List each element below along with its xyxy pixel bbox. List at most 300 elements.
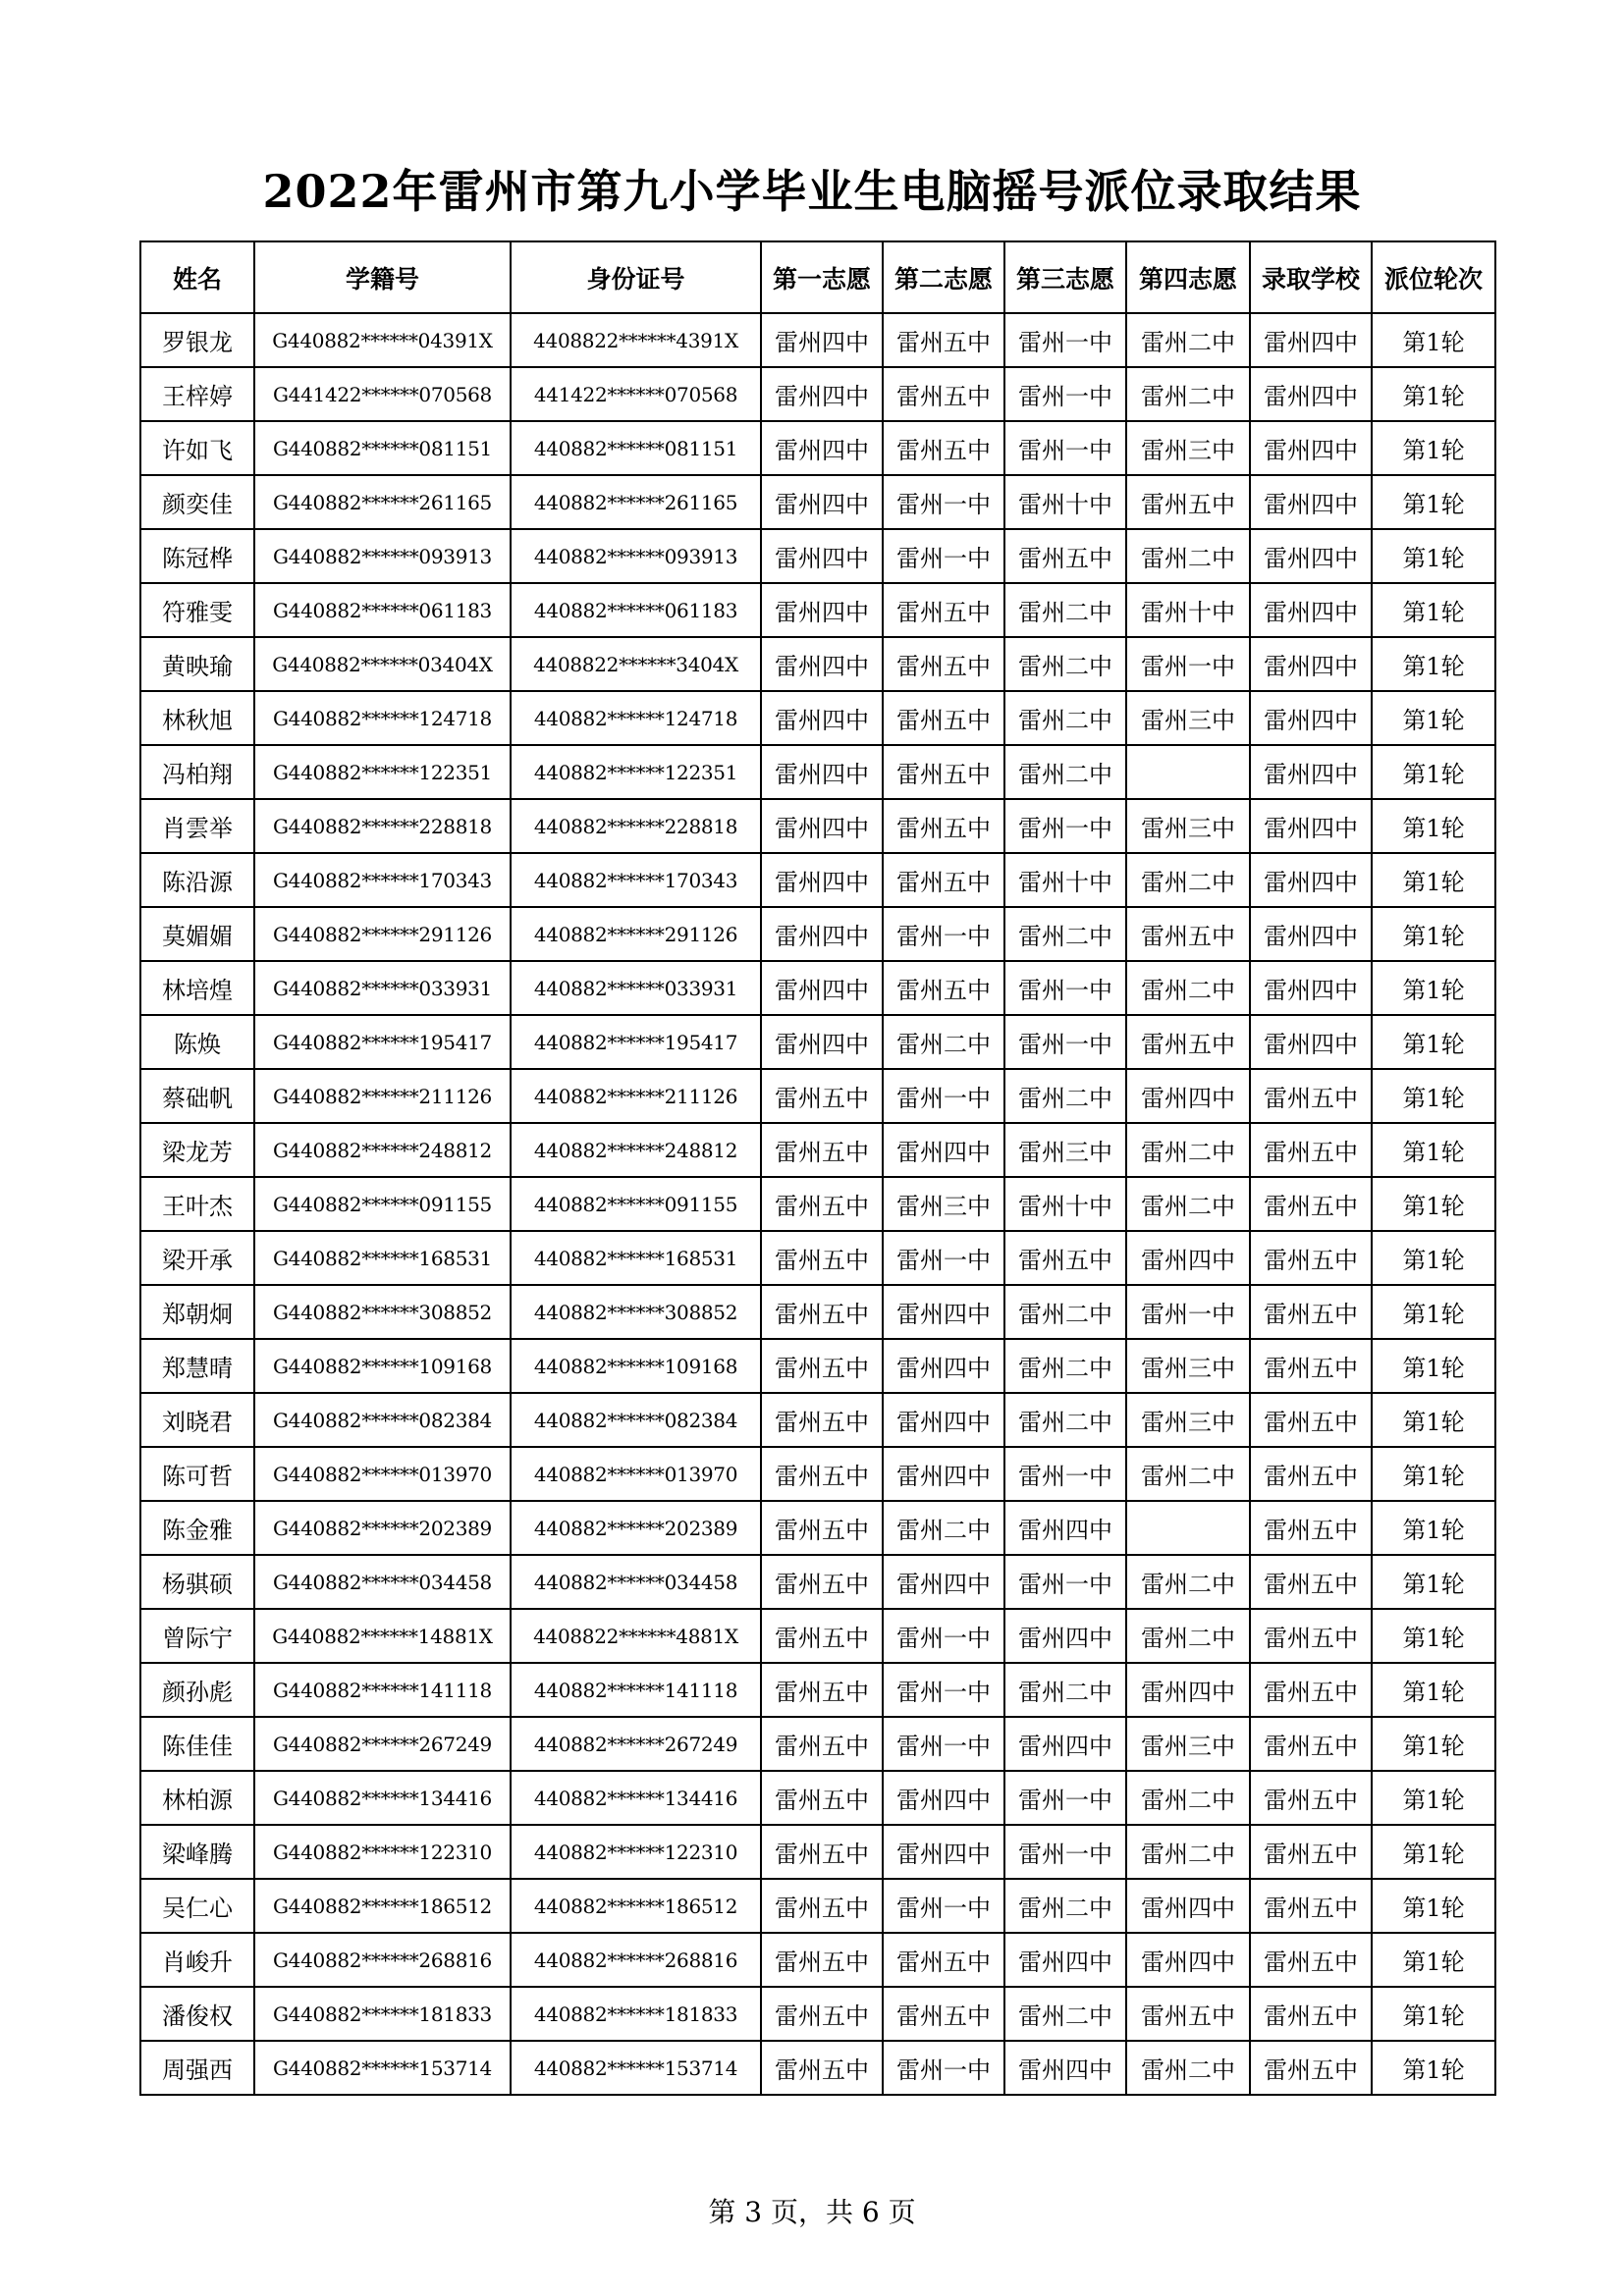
round-cell: 第1轮 — [1372, 1933, 1495, 1987]
choice-1-cell: 雷州五中 — [761, 2041, 883, 2095]
table-row — [140, 637, 1495, 691]
choice-3-cell: 雷州二中 — [1004, 691, 1126, 745]
choice-3-cell: 雷州一中 — [1004, 1555, 1126, 1609]
choice-2-cell: 雷州一中 — [883, 1231, 1004, 1285]
choice-3-cell: 雷州十中 — [1004, 853, 1126, 907]
id-number-cell: 440882******261165 — [511, 475, 761, 529]
choice-3-cell: 雷州一中 — [1004, 313, 1126, 367]
round-cell: 第1轮 — [1372, 1663, 1495, 1717]
choice-1-cell: 雷州四中 — [761, 313, 883, 367]
table-row — [140, 1393, 1495, 1447]
choice-3-cell: 雷州二中 — [1004, 1987, 1126, 2041]
admitted-school-cell: 雷州五中 — [1250, 1231, 1372, 1285]
id-number-cell: 440882******248812 — [511, 1123, 761, 1177]
choice-1-cell: 雷州五中 — [761, 1177, 883, 1231]
student-name-cell: 许如飞 — [140, 421, 254, 475]
table-row — [140, 313, 1495, 367]
id-number-cell: 440882******195417 — [511, 1015, 761, 1069]
choice-4-cell: 雷州五中 — [1126, 1987, 1250, 2041]
choice-4-cell: 雷州四中 — [1126, 1879, 1250, 1933]
student-id-cell: G440882******124718 — [254, 691, 511, 745]
choice-2-cell: 雷州一中 — [883, 2041, 1004, 2095]
student-name-cell: 王叶杰 — [140, 1177, 254, 1231]
admitted-school-cell: 雷州四中 — [1250, 691, 1372, 745]
table-row — [140, 691, 1495, 745]
column-header: 第一志愿 — [761, 241, 883, 313]
student-name-cell: 黄映瑜 — [140, 637, 254, 691]
choice-3-cell: 雷州二中 — [1004, 583, 1126, 637]
student-id-cell: G440882******141118 — [254, 1663, 511, 1717]
choice-3-cell: 雷州二中 — [1004, 1285, 1126, 1339]
table-row — [140, 1609, 1495, 1663]
table-row — [140, 1015, 1495, 1069]
id-number-cell: 440882******308852 — [511, 1285, 761, 1339]
id-number-cell: 440882******141118 — [511, 1663, 761, 1717]
choice-2-cell: 雷州五中 — [883, 583, 1004, 637]
choice-4-cell: 雷州二中 — [1126, 1609, 1250, 1663]
choice-4-cell: 雷州一中 — [1126, 1285, 1250, 1339]
choice-2-cell: 雷州一中 — [883, 475, 1004, 529]
choice-3-cell: 雷州四中 — [1004, 1717, 1126, 1771]
choice-4-cell: 雷州四中 — [1126, 1231, 1250, 1285]
choice-4-cell: 雷州十中 — [1126, 583, 1250, 637]
choice-4-cell — [1126, 1501, 1250, 1555]
choice-2-cell: 雷州一中 — [883, 907, 1004, 961]
round-cell: 第1轮 — [1372, 367, 1495, 421]
round-cell: 第1轮 — [1372, 637, 1495, 691]
round-cell: 第1轮 — [1372, 1339, 1495, 1393]
student-id-cell: G440882******109168 — [254, 1339, 511, 1393]
table-row — [140, 745, 1495, 799]
choice-2-cell: 雷州二中 — [883, 1015, 1004, 1069]
choice-3-cell: 雷州十中 — [1004, 475, 1126, 529]
column-header: 第四志愿 — [1126, 241, 1250, 313]
admitted-school-cell: 雷州五中 — [1250, 1987, 1372, 2041]
page-footer: 第 3 页，共 6 页 — [708, 2196, 916, 2228]
id-number-cell: 440882******268816 — [511, 1933, 761, 1987]
student-id-cell: G440882******134416 — [254, 1771, 511, 1825]
choice-3-cell: 雷州五中 — [1004, 1231, 1126, 1285]
choice-3-cell: 雷州二中 — [1004, 907, 1126, 961]
student-id-cell: G440882******202389 — [254, 1501, 511, 1555]
id-number-cell: 440882******093913 — [511, 529, 761, 583]
round-cell: 第1轮 — [1372, 907, 1495, 961]
student-name-cell: 林培煌 — [140, 961, 254, 1015]
choice-3-cell: 雷州一中 — [1004, 961, 1126, 1015]
choice-1-cell: 雷州四中 — [761, 907, 883, 961]
student-name-cell: 冯柏翔 — [140, 745, 254, 799]
id-number-cell: 440882******013970 — [511, 1447, 761, 1501]
choice-1-cell: 雷州五中 — [761, 1555, 883, 1609]
student-name-cell: 梁开承 — [140, 1231, 254, 1285]
round-cell: 第1轮 — [1372, 853, 1495, 907]
choice-1-cell: 雷州四中 — [761, 475, 883, 529]
round-cell: 第1轮 — [1372, 421, 1495, 475]
id-number-cell: 440882******211126 — [511, 1069, 761, 1123]
round-cell: 第1轮 — [1372, 1771, 1495, 1825]
choice-1-cell: 雷州五中 — [761, 1771, 883, 1825]
table-row — [140, 1339, 1495, 1393]
round-cell: 第1轮 — [1372, 1285, 1495, 1339]
student-name-cell: 蔡础帆 — [140, 1069, 254, 1123]
page-title: 2022年雷州市第九小学毕业生电脑摇号派位录取结果 — [262, 165, 1362, 218]
student-name-cell: 颜孙彪 — [140, 1663, 254, 1717]
admitted-school-cell: 雷州四中 — [1250, 853, 1372, 907]
id-number-cell: 440882******168531 — [511, 1231, 761, 1285]
admitted-school-cell: 雷州四中 — [1250, 961, 1372, 1015]
round-cell: 第1轮 — [1372, 1447, 1495, 1501]
student-name-cell: 陈金雅 — [140, 1501, 254, 1555]
student-id-cell: G440882******091155 — [254, 1177, 511, 1231]
choice-4-cell: 雷州五中 — [1126, 475, 1250, 529]
round-cell: 第1轮 — [1372, 1825, 1495, 1879]
round-cell: 第1轮 — [1372, 529, 1495, 583]
admitted-school-cell: 雷州四中 — [1250, 529, 1372, 583]
column-header: 姓名 — [140, 241, 254, 313]
student-name-cell: 符雅雯 — [140, 583, 254, 637]
student-id-cell: G440882******195417 — [254, 1015, 511, 1069]
choice-4-cell: 雷州二中 — [1126, 1771, 1250, 1825]
admitted-school-cell: 雷州五中 — [1250, 1771, 1372, 1825]
table-row — [140, 1663, 1495, 1717]
admitted-school-cell: 雷州五中 — [1250, 1555, 1372, 1609]
choice-2-cell: 雷州五中 — [883, 313, 1004, 367]
choice-3-cell: 雷州二中 — [1004, 1879, 1126, 1933]
round-cell: 第1轮 — [1372, 1231, 1495, 1285]
table-row — [140, 367, 1495, 421]
student-name-cell: 梁峰腾 — [140, 1825, 254, 1879]
admission-results-table — [139, 240, 1496, 2096]
choice-1-cell: 雷州五中 — [761, 1717, 883, 1771]
choice-2-cell: 雷州四中 — [883, 1447, 1004, 1501]
round-cell: 第1轮 — [1372, 961, 1495, 1015]
round-cell: 第1轮 — [1372, 475, 1495, 529]
id-number-cell: 440882******122310 — [511, 1825, 761, 1879]
student-id-cell: G440882******04391X — [254, 313, 511, 367]
choice-4-cell: 雷州二中 — [1126, 1177, 1250, 1231]
choice-2-cell: 雷州五中 — [883, 853, 1004, 907]
admitted-school-cell: 雷州五中 — [1250, 1339, 1372, 1393]
id-number-cell: 440882******122351 — [511, 745, 761, 799]
admitted-school-cell: 雷州五中 — [1250, 1177, 1372, 1231]
round-cell: 第1轮 — [1372, 1501, 1495, 1555]
student-id-cell: G440882******267249 — [254, 1717, 511, 1771]
choice-2-cell: 雷州四中 — [883, 1825, 1004, 1879]
admitted-school-cell: 雷州四中 — [1250, 907, 1372, 961]
round-cell: 第1轮 — [1372, 1393, 1495, 1447]
table-row — [140, 1177, 1495, 1231]
admitted-school-cell: 雷州四中 — [1250, 745, 1372, 799]
student-id-cell: G440882******122310 — [254, 1825, 511, 1879]
choice-3-cell: 雷州二中 — [1004, 1069, 1126, 1123]
student-name-cell: 陈佳佳 — [140, 1717, 254, 1771]
choice-1-cell: 雷州五中 — [761, 1987, 883, 2041]
table-row — [140, 583, 1495, 637]
round-cell: 第1轮 — [1372, 1987, 1495, 2041]
choice-4-cell: 雷州四中 — [1126, 1663, 1250, 1717]
student-id-cell: G440882******268816 — [254, 1933, 511, 1987]
choice-4-cell: 雷州二中 — [1126, 367, 1250, 421]
student-id-cell: G440882******261165 — [254, 475, 511, 529]
round-cell: 第1轮 — [1372, 1123, 1495, 1177]
id-number-cell: 440882******186512 — [511, 1879, 761, 1933]
id-number-cell: 440882******091155 — [511, 1177, 761, 1231]
choice-1-cell: 雷州五中 — [761, 1501, 883, 1555]
choice-4-cell: 雷州五中 — [1126, 907, 1250, 961]
table-row — [140, 421, 1495, 475]
choice-1-cell: 雷州四中 — [761, 799, 883, 853]
student-id-cell: G440882******308852 — [254, 1285, 511, 1339]
id-number-cell: 440882******170343 — [511, 853, 761, 907]
choice-4-cell: 雷州二中 — [1126, 1447, 1250, 1501]
admitted-school-cell: 雷州五中 — [1250, 2041, 1372, 2095]
choice-3-cell: 雷州十中 — [1004, 1177, 1126, 1231]
choice-4-cell: 雷州四中 — [1126, 1933, 1250, 1987]
admitted-school-cell: 雷州五中 — [1250, 1825, 1372, 1879]
choice-2-cell: 雷州四中 — [883, 1339, 1004, 1393]
choice-2-cell: 雷州一中 — [883, 1663, 1004, 1717]
round-cell: 第1轮 — [1372, 691, 1495, 745]
choice-1-cell: 雷州四中 — [761, 691, 883, 745]
choice-3-cell: 雷州四中 — [1004, 1609, 1126, 1663]
choice-2-cell: 雷州五中 — [883, 799, 1004, 853]
choice-2-cell: 雷州五中 — [883, 421, 1004, 475]
choice-4-cell: 雷州二中 — [1126, 1555, 1250, 1609]
id-number-cell: 440882******291126 — [511, 907, 761, 961]
table-row — [140, 1285, 1495, 1339]
choice-4-cell: 雷州三中 — [1126, 1393, 1250, 1447]
choice-3-cell: 雷州二中 — [1004, 1663, 1126, 1717]
choice-3-cell: 雷州四中 — [1004, 1933, 1126, 1987]
id-number-cell: 440882******153714 — [511, 2041, 761, 2095]
round-cell: 第1轮 — [1372, 313, 1495, 367]
round-cell: 第1轮 — [1372, 583, 1495, 637]
choice-2-cell: 雷州三中 — [883, 1177, 1004, 1231]
student-id-cell: G440882******093913 — [254, 529, 511, 583]
round-cell: 第1轮 — [1372, 1069, 1495, 1123]
choice-4-cell: 雷州一中 — [1126, 637, 1250, 691]
student-name-cell: 潘俊权 — [140, 1987, 254, 2041]
choice-4-cell: 雷州二中 — [1126, 313, 1250, 367]
choice-2-cell: 雷州四中 — [883, 1555, 1004, 1609]
student-id-cell: G440882******14881X — [254, 1609, 511, 1663]
choice-4-cell: 雷州三中 — [1126, 1339, 1250, 1393]
id-number-cell: 440882******202389 — [511, 1501, 761, 1555]
id-number-cell: 4408822******4391X — [511, 313, 761, 367]
id-number-cell: 440882******033931 — [511, 961, 761, 1015]
choice-1-cell: 雷州五中 — [761, 1609, 883, 1663]
student-id-cell: G440882******034458 — [254, 1555, 511, 1609]
table-row — [140, 799, 1495, 853]
choice-2-cell: 雷州一中 — [883, 1609, 1004, 1663]
choice-1-cell: 雷州五中 — [761, 1879, 883, 1933]
student-id-cell: G440882******013970 — [254, 1447, 511, 1501]
student-name-cell: 郑朝炯 — [140, 1285, 254, 1339]
table-row — [140, 1231, 1495, 1285]
admitted-school-cell: 雷州五中 — [1250, 1069, 1372, 1123]
choice-1-cell: 雷州四中 — [761, 853, 883, 907]
round-cell: 第1轮 — [1372, 1555, 1495, 1609]
student-id-cell: G440882******181833 — [254, 1987, 511, 2041]
table-row — [140, 1447, 1495, 1501]
table-row — [140, 1123, 1495, 1177]
choice-4-cell: 雷州二中 — [1126, 529, 1250, 583]
choice-1-cell: 雷州五中 — [761, 1339, 883, 1393]
table-row — [140, 529, 1495, 583]
student-id-cell: G440882******061183 — [254, 583, 511, 637]
choice-4-cell: 雷州三中 — [1126, 691, 1250, 745]
choice-3-cell: 雷州二中 — [1004, 1393, 1126, 1447]
choice-1-cell: 雷州四中 — [761, 367, 883, 421]
round-cell: 第1轮 — [1372, 1177, 1495, 1231]
choice-3-cell: 雷州一中 — [1004, 1771, 1126, 1825]
column-header: 身份证号 — [511, 241, 761, 313]
choice-1-cell: 雷州四中 — [761, 637, 883, 691]
student-name-cell: 吴仁心 — [140, 1879, 254, 1933]
choice-1-cell: 雷州四中 — [761, 583, 883, 637]
admitted-school-cell: 雷州五中 — [1250, 1663, 1372, 1717]
id-number-cell: 440882******034458 — [511, 1555, 761, 1609]
choice-4-cell: 雷州二中 — [1126, 1825, 1250, 1879]
admitted-school-cell: 雷州五中 — [1250, 1879, 1372, 1933]
student-name-cell: 郑慧晴 — [140, 1339, 254, 1393]
table-row — [140, 1555, 1495, 1609]
admitted-school-cell: 雷州四中 — [1250, 1015, 1372, 1069]
id-number-cell: 440882******181833 — [511, 1987, 761, 2041]
choice-2-cell: 雷州四中 — [883, 1285, 1004, 1339]
admitted-school-cell: 雷州五中 — [1250, 1447, 1372, 1501]
student-name-cell: 颜奕佳 — [140, 475, 254, 529]
choice-2-cell: 雷州五中 — [883, 745, 1004, 799]
student-id-cell: G440882******186512 — [254, 1879, 511, 1933]
student-name-cell: 林秋旭 — [140, 691, 254, 745]
table-row — [140, 2041, 1495, 2095]
column-header: 派位轮次 — [1372, 241, 1495, 313]
choice-2-cell: 雷州五中 — [883, 637, 1004, 691]
choice-3-cell: 雷州一中 — [1004, 1825, 1126, 1879]
student-id-cell: G440882******168531 — [254, 1231, 511, 1285]
student-id-cell: G440882******082384 — [254, 1393, 511, 1447]
choice-1-cell: 雷州四中 — [761, 961, 883, 1015]
table-row — [140, 1825, 1495, 1879]
student-name-cell: 梁龙芳 — [140, 1123, 254, 1177]
column-header: 录取学校 — [1250, 241, 1372, 313]
choice-4-cell: 雷州二中 — [1126, 853, 1250, 907]
student-name-cell: 肖雲举 — [140, 799, 254, 853]
table-row — [140, 1717, 1495, 1771]
admitted-school-cell: 雷州五中 — [1250, 1501, 1372, 1555]
choice-2-cell: 雷州四中 — [883, 1123, 1004, 1177]
choice-1-cell: 雷州四中 — [761, 421, 883, 475]
table-row — [140, 1987, 1495, 2041]
student-id-cell: G440882******033931 — [254, 961, 511, 1015]
choice-4-cell: 雷州三中 — [1126, 1717, 1250, 1771]
id-number-cell: 440882******267249 — [511, 1717, 761, 1771]
choice-4-cell: 雷州三中 — [1126, 799, 1250, 853]
admitted-school-cell: 雷州四中 — [1250, 637, 1372, 691]
student-id-cell: G440882******122351 — [254, 745, 511, 799]
choice-2-cell: 雷州一中 — [883, 1879, 1004, 1933]
student-name-cell: 林柏源 — [140, 1771, 254, 1825]
table-row — [140, 907, 1495, 961]
admitted-school-cell: 雷州四中 — [1250, 583, 1372, 637]
round-cell: 第1轮 — [1372, 799, 1495, 853]
choice-1-cell: 雷州五中 — [761, 1123, 883, 1177]
id-number-cell: 441422******070568 — [511, 367, 761, 421]
choice-1-cell: 雷州四中 — [761, 529, 883, 583]
student-name-cell: 陈焕 — [140, 1015, 254, 1069]
choice-3-cell: 雷州五中 — [1004, 529, 1126, 583]
admitted-school-cell: 雷州五中 — [1250, 1393, 1372, 1447]
choice-1-cell: 雷州五中 — [761, 1231, 883, 1285]
choice-2-cell: 雷州五中 — [883, 367, 1004, 421]
choice-2-cell: 雷州一中 — [883, 1717, 1004, 1771]
round-cell: 第1轮 — [1372, 2041, 1495, 2095]
table-row — [140, 1069, 1495, 1123]
choice-4-cell: 雷州五中 — [1126, 1015, 1250, 1069]
table-row — [140, 1501, 1495, 1555]
student-name-cell: 周强西 — [140, 2041, 254, 2095]
choice-3-cell: 雷州二中 — [1004, 745, 1126, 799]
choice-3-cell: 雷州一中 — [1004, 367, 1126, 421]
round-cell: 第1轮 — [1372, 1015, 1495, 1069]
choice-2-cell: 雷州五中 — [883, 1933, 1004, 1987]
id-number-cell: 440882******061183 — [511, 583, 761, 637]
student-id-cell: G441422******070568 — [254, 367, 511, 421]
table-row — [140, 475, 1495, 529]
id-number-cell: 440882******081151 — [511, 421, 761, 475]
choice-3-cell: 雷州二中 — [1004, 1339, 1126, 1393]
student-id-cell: G440882******170343 — [254, 853, 511, 907]
student-name-cell: 莫媚媚 — [140, 907, 254, 961]
table-row — [140, 853, 1495, 907]
choice-1-cell: 雷州五中 — [761, 1069, 883, 1123]
admitted-school-cell: 雷州四中 — [1250, 313, 1372, 367]
admitted-school-cell: 雷州四中 — [1250, 367, 1372, 421]
student-name-cell: 陈沿源 — [140, 853, 254, 907]
student-id-cell: G440882******03404X — [254, 637, 511, 691]
choice-4-cell — [1126, 745, 1250, 799]
table-body — [140, 313, 1495, 2095]
choice-2-cell: 雷州四中 — [883, 1771, 1004, 1825]
choice-3-cell: 雷州四中 — [1004, 1501, 1126, 1555]
student-name-cell: 陈可哲 — [140, 1447, 254, 1501]
student-id-cell: G440882******291126 — [254, 907, 511, 961]
admitted-school-cell: 雷州四中 — [1250, 475, 1372, 529]
choice-3-cell: 雷州一中 — [1004, 1015, 1126, 1069]
choice-2-cell: 雷州一中 — [883, 529, 1004, 583]
choice-3-cell: 雷州四中 — [1004, 2041, 1126, 2095]
column-header: 学籍号 — [254, 241, 511, 313]
choice-2-cell: 雷州四中 — [883, 1393, 1004, 1447]
choice-4-cell: 雷州二中 — [1126, 961, 1250, 1015]
choice-1-cell: 雷州五中 — [761, 1447, 883, 1501]
student-name-cell: 曾际宁 — [140, 1609, 254, 1663]
student-id-cell: G440882******153714 — [254, 2041, 511, 2095]
table-header-row — [140, 241, 1495, 313]
choice-3-cell: 雷州一中 — [1004, 1447, 1126, 1501]
choice-4-cell: 雷州四中 — [1126, 1069, 1250, 1123]
id-number-cell: 440882******228818 — [511, 799, 761, 853]
choice-3-cell: 雷州二中 — [1004, 637, 1126, 691]
student-id-cell: G440882******228818 — [254, 799, 511, 853]
student-id-cell: G440882******211126 — [254, 1069, 511, 1123]
admitted-school-cell: 雷州五中 — [1250, 1933, 1372, 1987]
table-row — [140, 961, 1495, 1015]
id-number-cell: 4408822******4881X — [511, 1609, 761, 1663]
student-name-cell: 王梓婷 — [140, 367, 254, 421]
choice-2-cell: 雷州五中 — [883, 961, 1004, 1015]
